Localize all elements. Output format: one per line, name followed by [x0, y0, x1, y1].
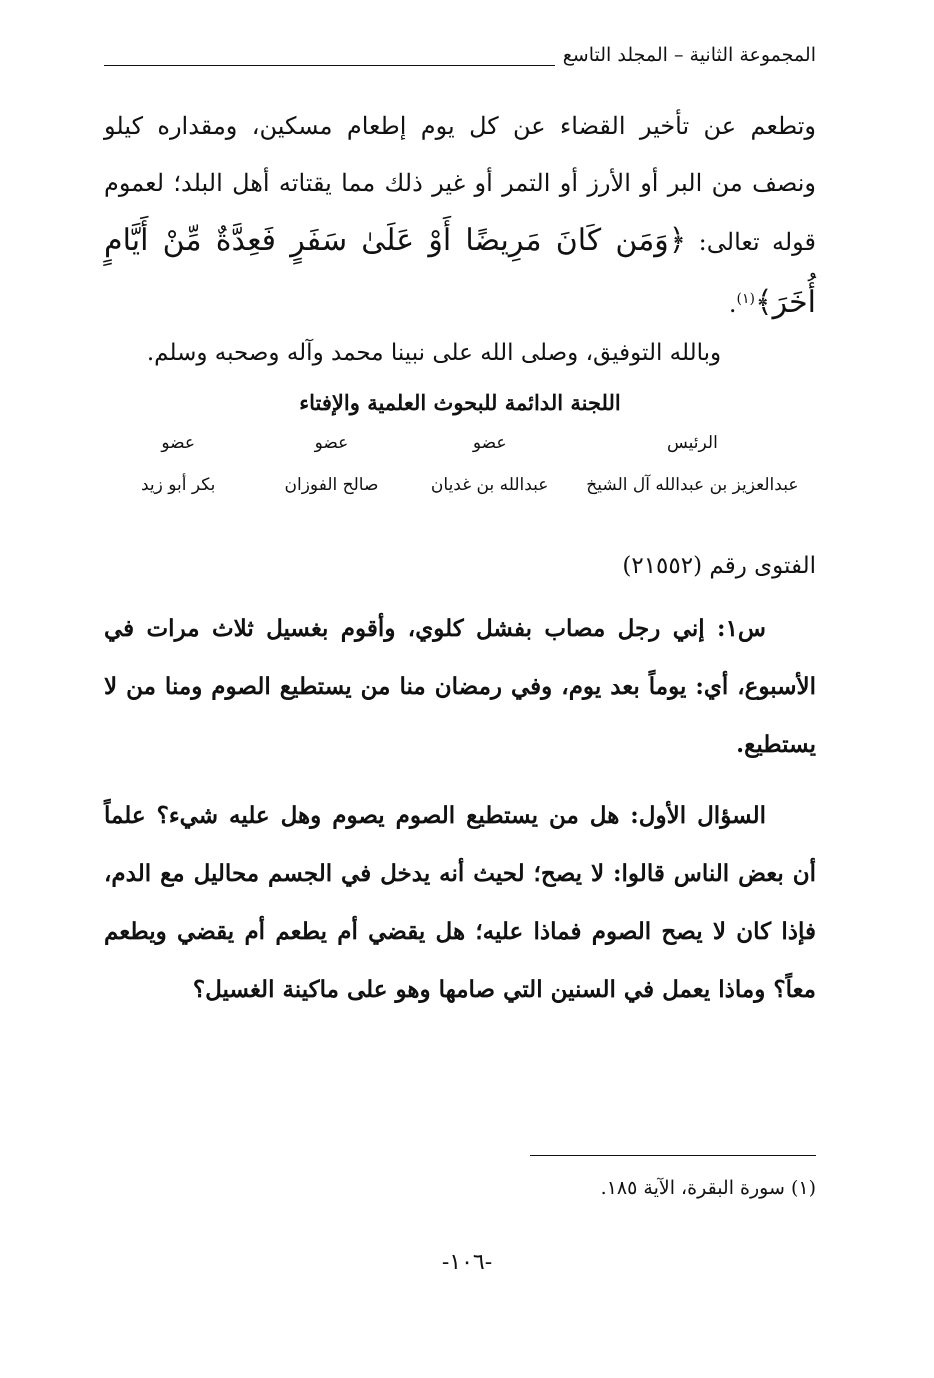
question-paragraph: السؤال الأول: هل من يستطيع الصوم يصوم وهل عليه شيء؟ علماً أن بعض الناس قالوا: لا يصح؛ لحيث أنه يدخل في الجسم محاليل مع الدم، فإذا كان لا يصح الصوم فماذا عليه؛ هل يقضي أم يطعم أم يقضي ويطعم معاً؟ وماذا يعمل في السنين التي صامها وهو على ماكينة الغسيل؟ [104, 802, 816, 1003]
signatory-name: عبدالعزيز بن عبدالله آل الشيخ [586, 475, 799, 495]
quran-verse: ﴿وَمَن كَانَ مَرِيضًا أَوْ عَلَىٰ سَفَرٍ فَعِدَّةٌ مِّنْ أَيَّامٍ أُخَرَ﴾ [104, 223, 816, 320]
signatory-name: صالح الفوزان [284, 475, 379, 495]
fatwa-number: الفتوى رقم (٢١٥٥٢) [622, 553, 816, 579]
running-header [104, 44, 816, 74]
paragraph-end: . [728, 290, 737, 318]
footnote-reference: (١) [736, 291, 755, 307]
signatory-role: عضو [161, 433, 196, 453]
page-number: -١٠٦- [441, 1250, 493, 1275]
header-title: المجموعة الثانية – المجلد التاسع [555, 44, 816, 66]
answer-paragraph [104, 98, 816, 333]
signatory-names [104, 475, 816, 495]
question-paragraph: س١: إني رجل مصاب بفشل كلوي، وأقوم بغسيل ثلاث مرات في الأسبوع، أي: يوماً بعد يوم، وفي رمضان منا من يستطيع الصوم ومنا من لا يستطيع. [104, 615, 816, 758]
signatory-roles [104, 433, 816, 453]
signatory-name: بكر أبو زيد [140, 475, 216, 495]
signatory-name: عبدالله بن غديان [430, 475, 549, 495]
committee-name: اللجنة الدائمة للبحوث العلمية والإفتاء [299, 390, 621, 415]
closing-line: وبالله التوفيق، وصلى الله على نبينا محمد وآله وصحبه وسلم. [146, 340, 722, 366]
answer-text: وتطعم عن تأخير القضاء عن كل يوم إطعام مسكين، ومقداره كيلو ونصف من البر أو الأرز أو التمر أو غير ذلك مما يقتاته أهل البلد؛ لعموم قوله تعالى: [104, 112, 817, 256]
signatory-role: عضو [314, 433, 349, 453]
footnote: (١) سورة البقرة، الآية ١٨٥. [600, 1177, 816, 1199]
signatory-role: الرئيس [666, 433, 718, 453]
footnote-rule [530, 1155, 816, 1156]
signatory-role: عضو [472, 433, 507, 453]
